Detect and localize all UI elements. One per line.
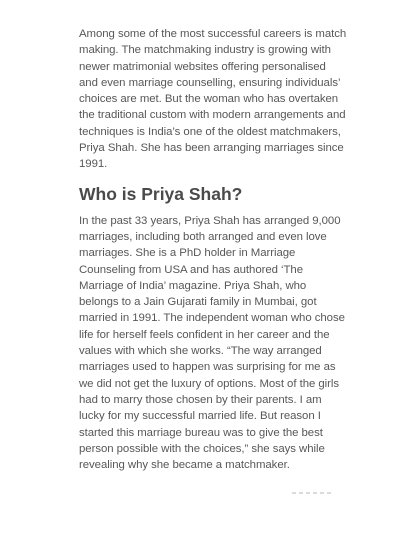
faint-divider (292, 492, 332, 494)
article (79, 26, 347, 473)
body-paragraph: In the past 33 years, Priya Shah has arranged 9,000 marriages, including both arranged and even love marriages. She is a PhD holder in Marriage Counseling from USA and has authored ‘The Marriage of India’ magazine. Priya Shah, who belongs to a Jain Gujarati family in Mumbai, got married in 1991. The independent woman who chose life for herself feels confident in her career and the values with which she works. “The way arranged marriages used to happen was surprising for me as we did not get the luxury of options. Most of the girls had to marry those chosen by their parents. I am lucky for my successful married life. But reason I started this marriage bureau was to give the best person possible with the choices,” she says while revealing why she became a matchmaker. (79, 214, 345, 472)
intro-paragraph: Among some of the most successful careers is match making. The matchmaking industry is growing with newer matrimonial websites offering personalised and even marriage counselling, ensuring individuals’ choices are met. But the woman who has overtaken the traditional custom with modern arrangements and techniques is India’s one of the oldest matchmakers, Priya Shah. She has been arranging marriages since 1991. (79, 28, 347, 171)
section-heading: Who is Priya Shah? (79, 183, 243, 204)
